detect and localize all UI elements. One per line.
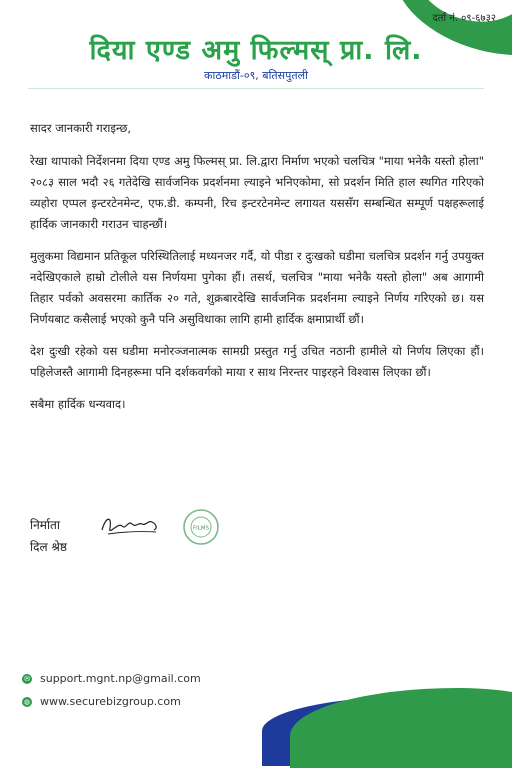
letter-body: [30, 118, 484, 426]
footer-website-row: [22, 695, 181, 708]
letter-greeting: सादर जानकारी गराइन्छ,: [30, 121, 132, 135]
registration-number: दर्ता नं. ०९-६७३२: [432, 13, 496, 24]
header-divider: [28, 88, 484, 89]
signatory-role: निर्माता: [30, 518, 61, 532]
svg-text:FILMS: FILMS: [192, 525, 210, 532]
letter-paragraph-2: मुलुकमा विद्यमान प्रतिकूल परिस्थितिलाई मध्यनजर गर्दै, यो पीडा र दुःखको घडीमा चलचित्र प्रदर्शन गर्नु उपयुक्त नदेखिएकाले हाम्रो टोलीले यस निर्णयमा पुगेका हौं। तसर्थ, चलचित्र "माया भनेकै यस्तो होला" अब आगामी तिहार पर्वको अवसरमा कार्तिक २० गते, शुक्रबारदेखि सार्वजनिक प्रदर्शनमा ल्याइने निर्णय गरिएको छ। यस निर्णयबाट कसैलाई भएको कुनै पनि असुविधाका लागि हामी हार्दिक क्षमाप्रार्थी छौं।: [30, 249, 484, 326]
footer-website[interactable]: www.securebizgroup.com: [40, 695, 181, 708]
footer-email[interactable]: support.mgnt.np@gmail.com: [40, 672, 201, 685]
email-icon: ✉: [22, 674, 32, 684]
company-name: दिया एण्ड अमु फिल्मस् प्रा. लि.: [89, 35, 423, 66]
company-seal-icon: [182, 508, 220, 546]
letter-paragraph-1: रेखा थापाको निर्देशनमा दिया एण्ड अमु फिल्मस् प्रा. लि.द्वारा निर्माण भएको चलचित्र "माया भनेकै यस्तो होला" २०८३ साल भदौ २६ गतेदेखि सार्वजनिक प्रदर्शनमा ल्याइने भनिएकोमा, सो प्रदर्शन मिति हाल स्थगित गरिएको व्यहोरा एप्पल इन्टरटेनमेन्ट, एफ.डी. कम्पनी, रिच इन्टरटेनमेन्ट लगायत यससँग सम्बन्धित सम्पूर्ण पक्षहरूलाई हार्दिक जानकारी गराउन चाहन्छौं।: [30, 154, 484, 231]
footer-email-row: [22, 672, 201, 685]
letter-closing: सबैमा हार्दिक धन्यवाद।: [30, 397, 126, 411]
globe-icon: ◍: [23, 697, 31, 706]
company-address: काठमाडौं-०९, बतिसपुतली: [204, 69, 308, 82]
signatory-name: दिल श्रेष्ठ: [30, 540, 67, 554]
signatory-block: [30, 514, 67, 558]
handwritten-signature: [98, 512, 162, 538]
footer-wave-green: [290, 688, 512, 768]
letter-paragraph-3: देश दुःखी रहेको यस घडीमा मनोरञ्जनात्मक सामग्री प्रस्तुत गर्नु उचित नठानी हामीले यो निर्णय लिएका हौं। पहिलेजस्तै आगामी दिनहरूमा पनि दर्शकवर्गको माया र साथ निरन्तर पाइरहने विश्वास लिएका छौं।: [30, 344, 484, 379]
